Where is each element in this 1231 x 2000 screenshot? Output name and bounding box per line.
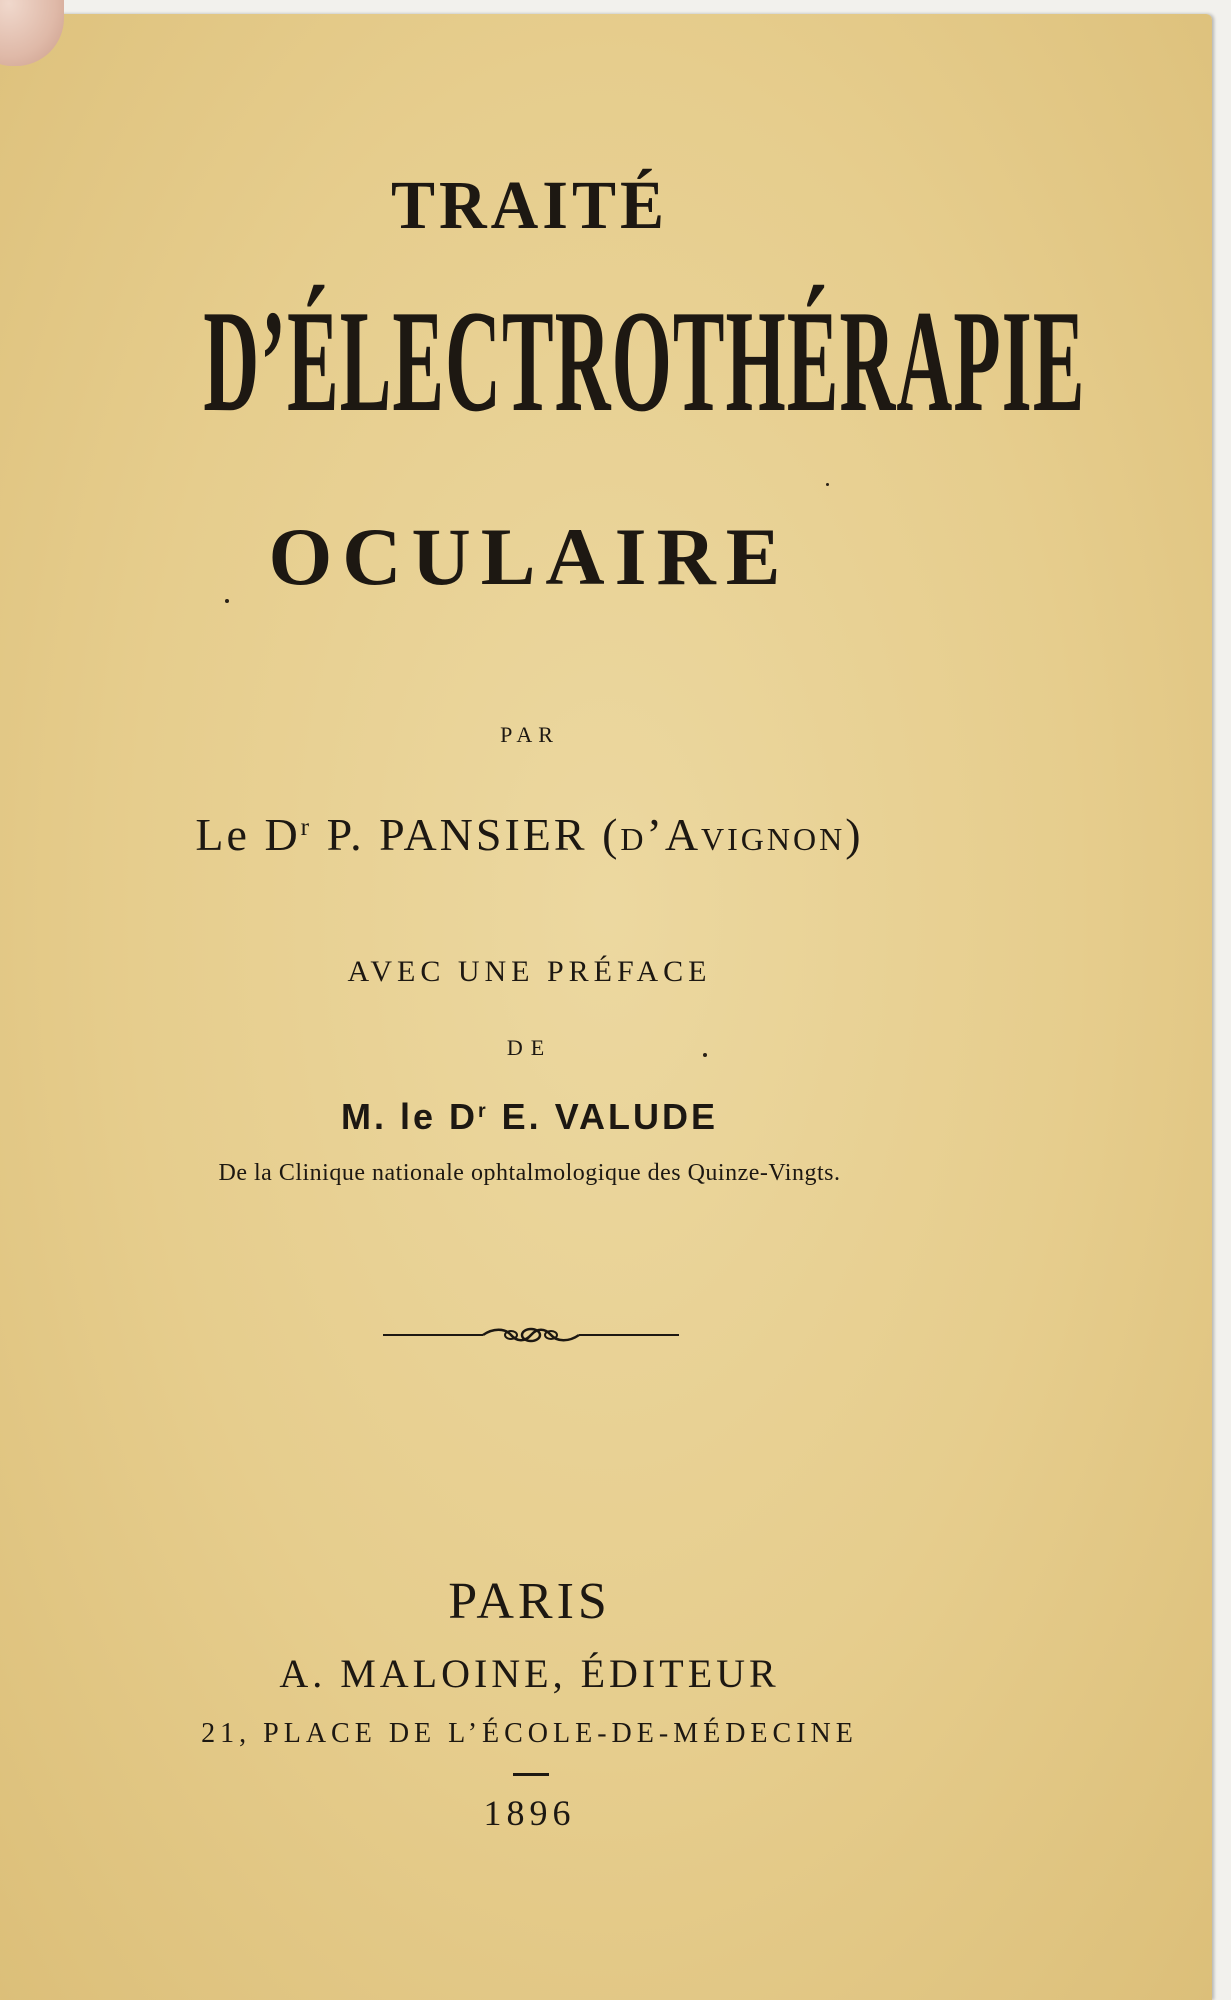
publication-year: 1896 xyxy=(483,1793,576,1833)
author-prefix-sup: r xyxy=(300,812,313,841)
author-prefix: Le D xyxy=(195,809,301,860)
publisher-address: 21, PLACE DE L’ÉCOLE-DE-MÉDECINE xyxy=(201,1718,858,1749)
city: PARIS xyxy=(448,1573,611,1630)
title-line-1: TRAITÉ xyxy=(390,167,669,244)
year-rule xyxy=(513,1773,549,1776)
preface-of: DE xyxy=(506,1035,553,1060)
paper-speck xyxy=(826,483,829,486)
ornament-divider xyxy=(383,1320,679,1350)
author-origin: (d’Avignon) xyxy=(602,809,864,860)
preface-affiliation: De la Clinique nationale ophtalmologique des Quinze-Vingts. xyxy=(218,1160,841,1186)
publisher: A. MALOINE, ÉDITEUR xyxy=(279,1651,780,1696)
preface-intro: AVEC UNE PRÉFACE xyxy=(347,955,712,988)
preface-author-prefix: M. le D xyxy=(340,1096,478,1137)
preface-author-name: E. VALUDE xyxy=(488,1096,719,1137)
preface-author-prefix-sup: r xyxy=(477,1100,489,1123)
by-label: PAR xyxy=(500,722,559,747)
title-line-2: D’ÉLECTROTHÉRAPIE xyxy=(203,280,1086,442)
preface-author-line xyxy=(0,1096,1145,1138)
author-line xyxy=(0,808,1145,861)
title-line-3: OCULAIRE xyxy=(268,511,791,602)
author-name: P. PANSIER xyxy=(312,809,603,860)
